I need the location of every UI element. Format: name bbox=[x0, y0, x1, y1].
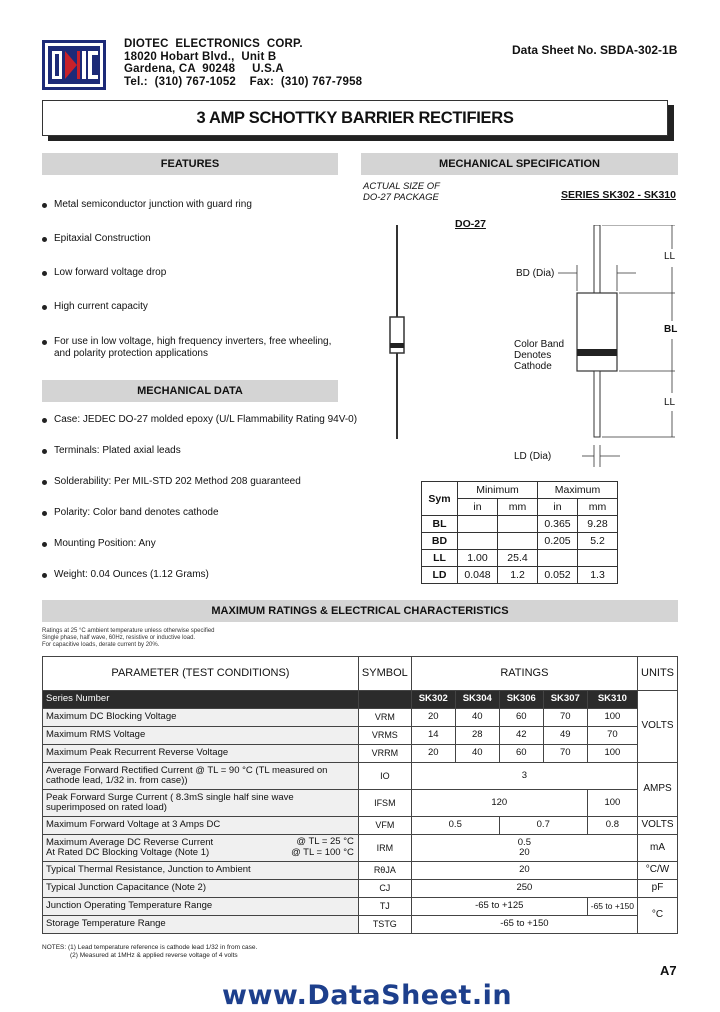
dim-max-header: Maximum bbox=[538, 482, 618, 499]
company-address bbox=[124, 38, 362, 88]
actual-size-note: ACTUAL SIZE OF DO-27 PACKAGE bbox=[363, 181, 440, 203]
dimensions-table bbox=[421, 481, 618, 584]
dim-min-header: Minimum bbox=[458, 482, 538, 499]
dim-row-ll: LL 1.00 25.4 bbox=[422, 550, 618, 567]
table-row: Typical Junction Capacitance (Note 2) CJ 250 pF bbox=[43, 880, 678, 898]
table-row: Average Forward Rectified Current @ TL = 90 °C (TL measured on cathode lead, 1/32 in. from case)) IO 3 AMPS bbox=[43, 763, 678, 790]
table-row: Maximum RMS Voltage VRMS 14 28 42 49 70 bbox=[43, 727, 678, 745]
ratings-conditions: Ratings at 25 °C ambient temperature unless otherwise specified Single phase, half wave, 60Hz, resistive or inductive load. For capacitive loads, derate current by 20%. bbox=[42, 628, 215, 648]
series-row: Series Number SK302 SK304 SK306 SK307 SK310 VOLTS bbox=[43, 691, 678, 709]
mechanical-item: Polarity: Color band denotes cathode bbox=[42, 507, 342, 519]
bd-label: BD (Dia) bbox=[516, 268, 555, 279]
company-street: 18020 Hobart Blvd., Unit B bbox=[124, 50, 277, 63]
symbol-col-header: SYMBOL bbox=[358, 657, 411, 691]
feature-item: High current capacity bbox=[42, 301, 342, 313]
company-phone: Tel.: (310) 767-1052 Fax: (310) 767-7958 bbox=[124, 75, 363, 88]
company-city: Gardena, CA 90248 U.S.A bbox=[124, 63, 284, 75]
mechanical-item: Terminals: Plated axial leads bbox=[42, 445, 342, 457]
ratings-table bbox=[42, 656, 678, 934]
table-row: Typical Thermal Resistance, Junction to Ambient RθJA 20 °C/W bbox=[43, 862, 678, 880]
page-title: 3 AMP SCHOTTKY BARRIER RECTIFIERS bbox=[42, 100, 668, 136]
ll-label-bottom: LL bbox=[664, 397, 676, 408]
param-col-header: PARAMETER (TEST CONDITIONS) bbox=[43, 657, 359, 691]
company-logo bbox=[42, 40, 106, 90]
mechanical-data-heading: MECHANICAL DATA bbox=[42, 380, 338, 402]
data-sheet-number: Data Sheet No. SBDA-302-1B bbox=[512, 43, 678, 57]
mechanical-item: Case: JEDEC DO-27 molded epoxy (U/L Flammability Rating 94V-0) bbox=[42, 414, 362, 426]
table-row: Peak Forward Surge Current ( 8.3mS single half sine wave superimposed on rated load) IFSM 120 100 bbox=[43, 790, 678, 817]
dim-sym-header: Sym bbox=[422, 482, 458, 516]
feature-item: Epitaxial Construction bbox=[42, 233, 342, 245]
ll-label-top: LL bbox=[664, 251, 676, 262]
table-row: Junction Operating Temperature Range TJ -65 to +125 -65 to +150 °C bbox=[43, 898, 678, 916]
dim-max-in: in bbox=[538, 499, 578, 516]
feature-item: Metal semiconductor junction with guard ring bbox=[42, 199, 342, 211]
table-row: Maximum Forward Voltage at 3 Amps DC VFM 0.5 0.7 0.8 VOLTS bbox=[43, 817, 678, 835]
feature-item: Low forward voltage drop bbox=[42, 267, 342, 279]
dim-max-mm: mm bbox=[578, 499, 618, 516]
notes: NOTES: (1) Lead temperature reference is cathode lead 1/32 in from case. (2) Measured at 1MHz & applied reverse voltage of 4 volts bbox=[42, 944, 258, 959]
company-name: DIOTEC ELECTRONICS CORP. bbox=[124, 38, 303, 50]
table-row: Maximum Average DC Reverse Current At Rated DC Blocking Voltage (Note 1) @ TL = 25 °C @ TL = 100 °C IRM 0.5 20 mA bbox=[43, 835, 678, 862]
dim-min-in: in bbox=[458, 499, 498, 516]
mechanical-item: Mounting Position: Any bbox=[42, 538, 342, 550]
color-band-label: Color Band Denotes Cathode bbox=[514, 339, 565, 372]
dim-row-bl: BL 0.365 9.28 bbox=[422, 516, 618, 533]
table-row: Maximum Peak Recurrent Reverse Voltage VRRM 20 40 60 70 100 bbox=[43, 745, 678, 763]
mechanical-item: Solderability: Per MIL-STD 202 Method 208 guaranteed bbox=[42, 476, 342, 488]
ld-label: LD (Dia) bbox=[514, 451, 552, 462]
actual-size-diode-drawing bbox=[380, 225, 420, 440]
bl-label: BL bbox=[664, 324, 678, 335]
table-row: Storage Temperature Range TSTG -65 to +150 bbox=[43, 916, 678, 934]
package-label: DO-27 bbox=[455, 218, 486, 230]
dim-row-bd: BD 0.205 5.2 bbox=[422, 533, 618, 550]
series-label: SERIES SK302 - SK310 bbox=[561, 189, 676, 201]
dim-row-ld: LD 0.048 1.2 0.052 1.3 bbox=[422, 567, 618, 584]
mech-spec-heading: MECHANICAL SPECIFICATION bbox=[361, 153, 678, 175]
dim-min-mm: mm bbox=[498, 499, 538, 516]
ratings-heading: MAXIMUM RATINGS & ELECTRICAL CHARACTERISTICS bbox=[42, 600, 678, 622]
mechanical-item: Weight: 0.04 Ounces (1.12 Grams) bbox=[42, 569, 342, 581]
footer-watermark: www.DataSheet.in bbox=[222, 980, 513, 1011]
page-number: A7 bbox=[660, 963, 677, 978]
feature-item: For use in low voltage, high frequency inverters, free wheeling, and polarity protection applications bbox=[42, 336, 342, 360]
units-col-header: UNITS bbox=[638, 657, 678, 691]
ratings-col-header: RATINGS bbox=[411, 657, 637, 691]
table-row: Maximum DC Blocking Voltage VRM 20 40 60 70 100 bbox=[43, 709, 678, 727]
features-heading: FEATURES bbox=[42, 153, 338, 175]
